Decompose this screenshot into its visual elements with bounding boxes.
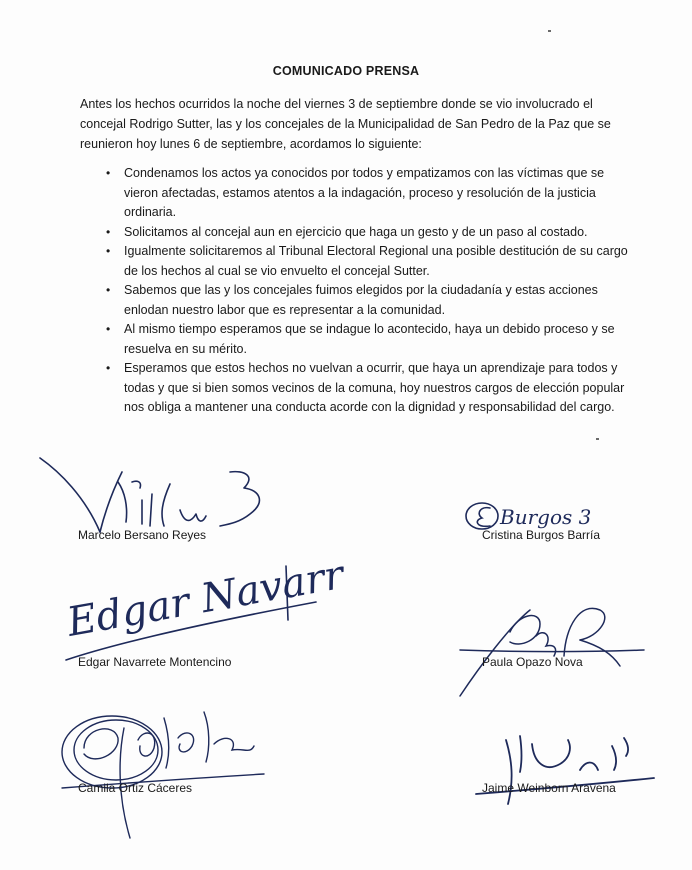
signature-lettering: Burgos 3	[500, 505, 592, 529]
list-item	[80, 164, 640, 223]
list-item-text: Solicitamos al concejal aun en ejercicio que haga un gesto y de un paso al costado.	[124, 224, 588, 239]
bullet-icon: •	[106, 224, 111, 239]
scan-speck	[596, 438, 599, 440]
bullet-icon: •	[106, 361, 111, 375]
document-title: COMUNICADO PRENSA	[272, 64, 420, 78]
list-item	[80, 242, 640, 281]
list-item	[80, 359, 640, 418]
list-item-text: Igualmente solicitaremos al Tribunal Electoral Regional una posible destitución de su cargo de los hechos al cual se vio envuelto el concejal Sutter.	[124, 244, 628, 278]
bullet-icon: •	[106, 166, 111, 180]
list-item	[80, 320, 640, 359]
bullet-icon: •	[106, 244, 111, 258]
signature-lettering: Edgar Navarr	[63, 551, 348, 646]
scan-speck	[548, 30, 551, 32]
handwritten-signature	[60, 551, 348, 662]
bullet-icon: •	[106, 322, 111, 336]
resolutions-list	[80, 164, 640, 418]
signatory-name: Camila Ortiz Cáceres	[78, 781, 193, 795]
signatory-name: Edgar Navarrete Montencino	[78, 655, 232, 669]
bullet-icon: •	[106, 283, 111, 297]
handwritten-signature	[440, 596, 650, 700]
list-item-text: Al mismo tiempo esperamos que se indague lo acontecido, haya un debido proceso y se resuelva en su mérito.	[124, 322, 615, 356]
signatory-name: Marcelo Bersano Reyes	[78, 528, 207, 542]
intro-paragraph: Antes los hechos ocurridos la noche del viernes 3 de septiembre donde se vio involucrado el concejal Rodrigo Sutter, las y los concejales de la Municipalidad de San Pedro de la Paz que se reunieron hoy lunes 6 de septiembre, acordamos lo siguiente:	[80, 97, 611, 151]
list-item-text: Condenamos los actos ya conocidos por todos y empatizamos con las víctimas que se vieron afectadas, estamos atentos a la indagación, proceso y resolución de la justicia ordinaria.	[124, 166, 605, 219]
list-item	[80, 281, 640, 320]
list-item-text: Esperamos que estos hechos no vuelvan a ocurrir, que haya un aprendizaje para todos y todas y que si bien somos vecinos de la comuna, hoy nuestros cargos de elección popular nos obliga a mantener una conducta acorde con la dignidad y responsabilidad del cargo.	[124, 361, 625, 414]
signatory-name: Paula Opazo Nova	[482, 655, 583, 669]
list-item-text: Sabemos que las y los concejales fuimos elegidos por la ciudadanía y estas acciones enlodan nuestro labor que es representar a la comunidad.	[124, 283, 598, 317]
signatory-name: Cristina Burgos Barría	[482, 528, 601, 542]
list-item	[80, 223, 640, 243]
signatory-name: Jaime Weinborn Aravena	[482, 781, 616, 795]
handwritten-signature	[476, 730, 656, 810]
handwritten-signature	[54, 698, 274, 848]
